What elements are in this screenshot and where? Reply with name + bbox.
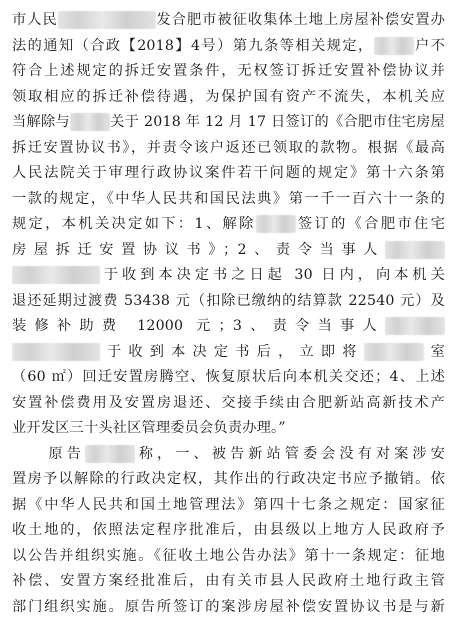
text-line (12, 110, 445, 136)
text-line (12, 493, 445, 519)
text-segment: 于收到本决定书后，立即将 (100, 343, 364, 360)
text-line (12, 161, 445, 187)
text-segment: 签订的《合肥市住宅 (295, 216, 445, 232)
text-segment: 补偿、安置方案经批准后，由有关市县人民政府土地行政主管 (12, 573, 445, 589)
redacted-name-block (385, 317, 445, 335)
text-segment: 人民法院关于审理行政协议案件若干问题的规定》第十六条第 (12, 165, 445, 181)
text-segment: 称，一、被告新站管委会没有对案涉安 (134, 445, 445, 462)
text-segment: 房屋拆迁安置协议书》；2、责令当事人 (12, 241, 385, 258)
text-segment: 法的通知（合政【2018】4号）第九条等相关规定， (12, 37, 374, 54)
redacted-name-block (12, 343, 100, 361)
text-segment: 当解除与 (12, 114, 71, 130)
text-line (12, 59, 445, 85)
text-line (12, 238, 445, 264)
text-segment: 部门组织实施。原告所签订的案涉房屋补偿安置协议书是与新 (12, 598, 445, 615)
text-line (12, 8, 445, 34)
text-line (12, 212, 445, 238)
text-line (12, 391, 445, 417)
text-line (12, 187, 445, 213)
text-segment: 据《中华人民共和国土地管理法》第四十七条之规定：国家征 (12, 496, 445, 513)
text-segment: 规定，本机关决定如下：1、解除 (12, 216, 256, 232)
text-segment: 退还延期过渡费 53438 元（扣除已缴纳的结算款 22540 元）及 (12, 292, 445, 309)
text-segment: 以公告并组织实施。《征收土地公告办法》第十一条规定：征地 (12, 547, 445, 564)
text-segment: 符合上述规定的拆迁安置条件，无权签订拆迁安置补偿协议并 (12, 63, 445, 79)
text-line (12, 416, 445, 442)
text-segment: 置房予以解除的行政决定权，其作出的行政决定书应予撤销。依 (12, 471, 445, 487)
text-line (12, 569, 445, 595)
redacted-name-block (70, 113, 110, 131)
text-segment: 于收到本决定书之日起 30 日内，向本机关 (100, 267, 445, 283)
text-line (12, 314, 445, 340)
text-line (12, 518, 445, 544)
text-segment: 关于 2018 年 12 月 17 日签订的《合肥市住宅房屋 (110, 114, 445, 130)
text-segment: 领取相应的拆迁补偿待遇，为保护国有资产不流失，本机关应 (12, 88, 445, 105)
text-line (12, 289, 445, 315)
text-line (12, 34, 445, 60)
text-segment: 市人民 (12, 12, 58, 28)
text-line (12, 263, 445, 289)
text-line (12, 544, 445, 570)
redacted-name-block (256, 215, 296, 233)
text-segment: 收土地的，依照法定程序批准后，由县级以上地方人民政府予 (12, 522, 445, 538)
redacted-name-block (58, 11, 156, 29)
text-segment: 拆迁安置协议书》，并责令该户返还已领取的款物。根据《最高 (12, 139, 445, 156)
text-segment: 户不 (413, 37, 445, 54)
text-line (12, 442, 445, 468)
text-line (12, 365, 445, 391)
text-segment: 发合肥市被征收集体土地上房屋补偿安置办 (155, 12, 445, 28)
text-line (12, 85, 445, 111)
text-segment: 一款的规定，《中华人民共和国民法典》第一千一百六十一条的 (12, 190, 445, 207)
redacted-name-block (364, 343, 424, 361)
text-segment: 原告 (12, 445, 85, 462)
text-line (12, 340, 445, 366)
text-segment: 业开发区三十头社区管理委员会负责办理。” (12, 420, 286, 436)
text-line (12, 136, 445, 162)
text-segment: 室 (423, 343, 445, 360)
redacted-name-block (85, 445, 135, 463)
text-line (12, 467, 445, 493)
text-segment: （60 ㎡）回迁安置房腾空、恢复原状后向本机关交还；4、上述 (12, 369, 445, 385)
text-segment: 装修补助费 12000 元；3、责令当事人 (12, 318, 385, 334)
redacted-name-block (12, 266, 100, 284)
redacted-name-block (374, 37, 414, 55)
redacted-name-block (385, 241, 445, 259)
text-segment: 安置补偿费用及安置房退还、交接手续由合肥新站高新技术产 (12, 394, 445, 411)
text-line (12, 595, 445, 621)
